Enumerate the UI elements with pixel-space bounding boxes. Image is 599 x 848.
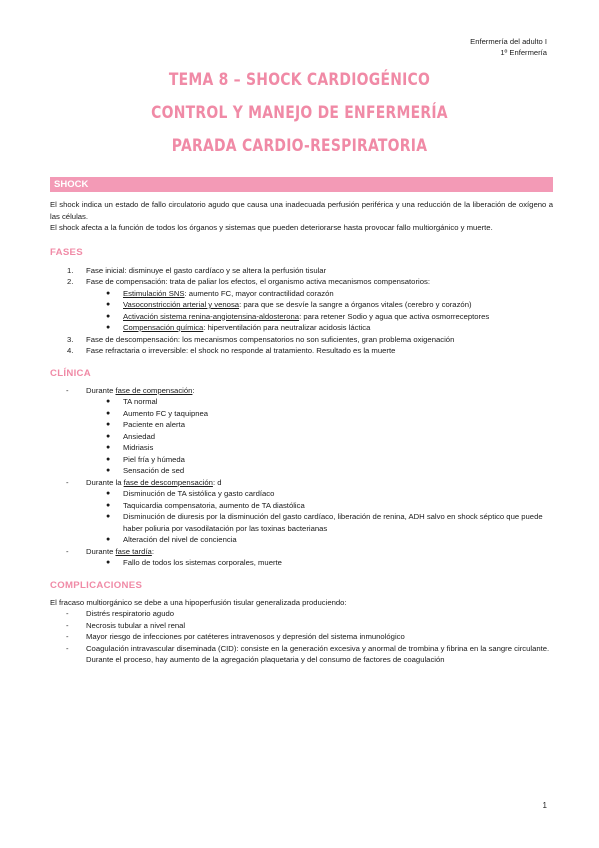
list-item [50, 608, 553, 620]
sub-list-item [50, 408, 553, 420]
sub-item-label: Vasoconstricción arterial y venosa [123, 300, 240, 309]
list-item [50, 345, 553, 357]
section-title-clinica: CLÍNICA [50, 367, 92, 379]
list-marker: 1. [67, 265, 74, 275]
list-item-text: Fase refractaria o irreversible: el shock no responde al tratamiento. Resultado es la muerte [86, 346, 396, 355]
group-prefix: Durante la [86, 477, 124, 487]
title-block [0, 64, 599, 163]
list-item-text: Fase inicial: disminuye el gasto cardíaco y se altera la perfusión tisular [86, 265, 327, 275]
complicaciones-intro: El fracaso multiorgánico se debe a una hipoperfusión tisular generalizada produciendo: [50, 597, 347, 607]
list-item [50, 631, 553, 643]
sub-list-item [50, 322, 553, 334]
group-suffix: : d [212, 477, 222, 487]
clinica-list [50, 385, 553, 569]
list-item-text: Distrés respiratorio agudo [86, 609, 175, 618]
bullet-icon: ● [106, 324, 111, 331]
sub-item-text: Sensación de sed [123, 466, 185, 475]
sub-item-text: : hiperventilación para neutralizar acidosis láctica [203, 323, 371, 332]
sub-list-item [50, 465, 553, 477]
complicaciones-list [50, 608, 553, 666]
group-suffix: : [151, 546, 154, 556]
bullet-icon: ● [106, 513, 111, 520]
sub-list-item [50, 288, 553, 300]
list-item-text: Coagulación intravascular diseminada (CID): consiste en la generación excesiva y anormal de trombina y fibrina en la sangre circulante. Durante el proceso, hay aumento de la agregación plaquetaria y del consumo de factores de coagulación [86, 643, 550, 664]
sub-list-item [50, 396, 553, 408]
bullet-icon: ● [106, 536, 111, 543]
group-label: fase tardía [115, 546, 152, 556]
sub-item-text: TA normal [123, 397, 158, 406]
sub-item-text: Taquicardia compensatoria, aumento de TA diastólica [123, 500, 305, 510]
sub-item-label: Estimulación SNS [123, 288, 185, 298]
bullet-icon: ● [106, 444, 111, 451]
bullet-icon: ● [106, 409, 111, 417]
group-label: fase de descompensación [123, 477, 213, 487]
sub-item-label: Activación sistema renina-angiotensina-aldosterona [123, 311, 300, 321]
list-item-text: Mayor riesgo de infecciones por catéteres intravenosos y depresión del sistema inmunológico [86, 632, 405, 641]
course-year: 1º Enfermería [500, 48, 547, 57]
list-item [50, 477, 553, 489]
bullet-icon: ● [106, 501, 111, 509]
intro-paragraph-2: El shock afecta a la función de todos los órganos y sistemas que pueden deteriorarse hasta provocar fallo multiorgánico y muerte. [50, 223, 493, 232]
sub-item-text: Ansiedad [123, 431, 156, 441]
sub-list [50, 288, 553, 334]
sub-item-text: Paciente en alerta [123, 420, 185, 429]
dash-marker: - [66, 609, 69, 618]
sub-list-item [50, 500, 553, 512]
list-marker: 3. [67, 334, 74, 344]
section-title-complicaciones: COMPLICACIONES [50, 579, 143, 591]
sub-item-text: Disminución de TA sistólica y gasto cardíaco [123, 489, 275, 498]
bullet-icon: ● [106, 301, 111, 308]
dash-marker: - [66, 632, 69, 641]
list-item [50, 385, 553, 397]
title-line-2: CONTROL Y MANEJO DE ENFERMERÍA [151, 103, 448, 123]
bullet-icon: ● [106, 490, 111, 497]
sub-list [50, 557, 553, 569]
list-item [50, 265, 553, 277]
dash-marker: - [66, 620, 69, 630]
bullet-icon: ● [106, 421, 111, 428]
sub-item-text: : aumento FC, mayor contractilidad corazón [184, 288, 334, 298]
list-item-text: Fase de descompensación: los mecanismos compensatorios no son suficientes, gran problema oxigenación [86, 334, 455, 344]
dash-marker: - [66, 385, 69, 395]
sub-item-text: Piel fría y húmeda [123, 454, 185, 464]
fases-list [50, 265, 553, 357]
sub-list [50, 488, 553, 546]
sub-item-text: Disminución de diuresis por la disminución del gasto cardíaco, liberación de renina, ADH salvo en shock séptico que puede haber poliuria por vasodilatación por las toxinas bacterianas [123, 512, 543, 533]
list-item-text: Fase de compensación: trata de paliar los efectos, el organismo activa mecanismos compensatorios: [86, 277, 430, 286]
sub-item-text: Alteración del nivel de conciencia [123, 535, 237, 544]
list-item [50, 276, 553, 288]
section-title-fases: FASES [50, 246, 83, 258]
sub-item-text: : para retener Sodio y agua que activa osmorreceptores [299, 311, 490, 321]
list-item [50, 546, 553, 558]
dash-marker: - [66, 477, 69, 487]
list-item [50, 643, 553, 666]
page-number: 1 [542, 801, 547, 810]
sub-list-item [50, 419, 553, 431]
section-band-shock: SHOCK [50, 177, 553, 192]
sub-item-text: Aumento FC y taquipnea [123, 408, 209, 418]
bullet-icon: ● [106, 559, 111, 566]
group-prefix: Durante [86, 385, 116, 395]
dash-marker: - [66, 643, 69, 653]
sub-list-item [50, 431, 553, 443]
sub-list-item [50, 557, 553, 569]
title-line-3: PARADA CARDIO-RESPIRATORIA [171, 136, 428, 156]
group-prefix: Durante [86, 546, 116, 556]
bullet-icon: ● [106, 432, 111, 440]
intro-paragraph-1: El shock indica un estado de fallo circulatorio agudo que causa una inadecuada perfusión periférica y una reducción de la liberación de oxígeno a las células. [50, 200, 553, 221]
bullet-icon: ● [106, 398, 111, 405]
sub-list-item [50, 299, 553, 311]
sub-list-item [50, 454, 553, 466]
title-line-1: TEMA 8 – SHOCK CARDIOGÉNICO [168, 70, 431, 90]
list-item [50, 334, 553, 346]
sub-list-item [50, 488, 553, 500]
bullet-icon: ● [106, 312, 111, 320]
bullet-icon: ● [106, 455, 111, 463]
document-body [50, 199, 553, 666]
sub-list [50, 396, 553, 477]
page-header [470, 36, 547, 58]
dash-marker: - [66, 546, 69, 556]
sub-list-item [50, 311, 553, 323]
sub-item-label: Compensación química [123, 323, 204, 332]
list-marker: 4. [67, 346, 74, 355]
bullet-icon: ● [106, 467, 111, 474]
sub-item-text: : para que se desvíe la sangre a órganos vitales (cerebro y corazón) [239, 300, 472, 309]
sub-item-text: Fallo de todos los sistemas corporales, muerte [123, 558, 282, 567]
course-name: Enfermería del adulto I [470, 37, 547, 46]
group-suffix: : [192, 385, 195, 395]
sub-item-text: Midriasis [123, 443, 154, 452]
list-marker: 2. [67, 277, 74, 286]
sub-list-item [50, 534, 553, 546]
group-label: fase de compensación [115, 385, 193, 395]
bullet-icon: ● [106, 289, 111, 297]
sub-list-item [50, 442, 553, 454]
list-item-text: Necrosis tubular a nivel renal [86, 620, 186, 630]
list-item [50, 620, 553, 632]
sub-list-item [50, 511, 553, 534]
